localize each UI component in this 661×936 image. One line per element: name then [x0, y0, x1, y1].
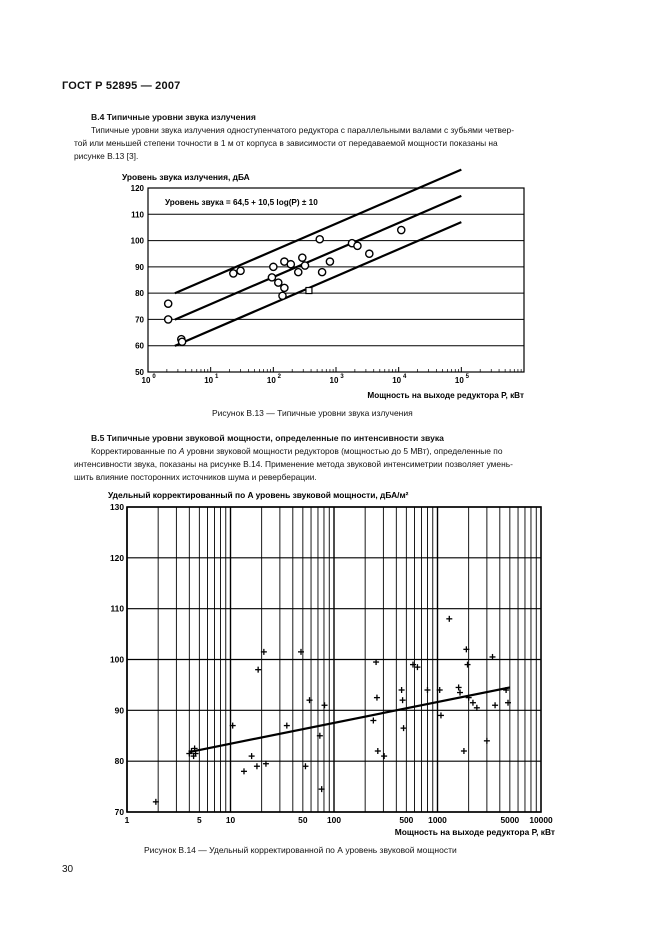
b14-data-point [374, 695, 380, 701]
b14-x-tick-label: 50 [298, 815, 308, 825]
b14-data-point [438, 712, 444, 718]
b14-x-tick-label: 1 [124, 815, 130, 825]
b13-y-tick-label: 100 [130, 236, 144, 246]
document-id: ГОСТ Р 52895 — 2007 [62, 80, 181, 92]
section-b5-line-1-b: уровни звуковой мощности редукторов (мощностью до 5 МВт), определенные по [184, 446, 503, 456]
b14-y-tick-label: 70 [114, 807, 124, 817]
b13-y-tick-label: 70 [135, 315, 144, 325]
b14-data-point [302, 763, 308, 769]
b13-x-tick-exp: 2 [277, 374, 282, 380]
section-b5-line-1-a: Корректированные по [91, 446, 179, 456]
b14-data-point [465, 662, 471, 668]
b14-x-axis-title: Мощность на выходе редуктора P, кВт [394, 827, 555, 837]
b14-x-tick-label: 500 [399, 815, 414, 825]
section-b4-line-3: рисунке В.13 [3]. [74, 151, 139, 161]
b13-x-tick-exp: 1 [214, 374, 219, 380]
b13-x-tick-base: 10 [141, 376, 151, 385]
section-b4-line-2: той или меньшей степени точности в 1 м от корпуса в зависимости от передаваемой мощности показаны на [74, 138, 498, 148]
b14-x-tick-label: 1000 [428, 815, 447, 825]
b14-data-point [424, 687, 430, 693]
b14-y-tick-label: 100 [110, 654, 124, 665]
b14-y-tick-label: 120 [110, 552, 124, 563]
b14-data-point [370, 718, 376, 724]
figure-b13-caption: Рисунок В.13 — Типичные уровни звука излучения [212, 408, 413, 418]
b14-y-tick-label: 80 [114, 756, 124, 767]
b13-x-tick-exp: 4 [402, 374, 407, 380]
section-b5-line-1-italic: А [178, 446, 185, 456]
b14-y-tick-label: 130 [110, 502, 124, 512]
b13-formula-label: Уровень звука = 64,5 + 10,5 log(P) ± 10 [165, 198, 318, 207]
b14-y-tick-label: 110 [110, 603, 124, 614]
b13-x-tick-base: 10 [454, 376, 464, 385]
b14-data-point [470, 700, 476, 706]
b13-y-tick-label: 60 [135, 341, 144, 351]
b14-x-tick-label: 5000 [500, 815, 520, 825]
section-b5-line-3: шить влияние посторонних источников шума и реверберации. [74, 472, 317, 482]
b14-data-point [457, 690, 463, 696]
b13-x-tick-exp: 3 [340, 374, 344, 380]
b14-data-point [492, 702, 498, 708]
b13-y-tick-label: 120 [130, 184, 144, 193]
b14-data-point [322, 702, 328, 708]
figure-b14-caption [144, 845, 457, 855]
b13-x-tick-base: 10 [329, 376, 339, 385]
b14-data-point [254, 763, 260, 769]
section-b4-title: В.4 Типичные уровни звука излучения [91, 112, 256, 122]
b14-data-point [401, 725, 407, 731]
b14-y-tick-label: 90 [114, 705, 124, 716]
b14-data-point [461, 748, 467, 754]
b14-x-tick-label: 5 [197, 815, 202, 825]
b14-data-point [400, 697, 406, 703]
b13-y-axis-title: Уровень звука излучения, дБА [122, 172, 250, 182]
b14-data-point [255, 667, 261, 673]
b13-x-tick-base: 10 [392, 376, 402, 385]
b13-x-tick-base: 10 [204, 376, 214, 385]
b14-data-point [241, 768, 247, 774]
page-number: 30 [62, 864, 74, 875]
b14-data-point [284, 723, 290, 729]
b13-x-tick-base: 10 [266, 376, 276, 385]
b13-y-tick-label: 50 [135, 368, 144, 377]
b13-y-tick-label: 110 [131, 210, 144, 220]
b14-data-point [381, 753, 387, 759]
b13-y-tick-label: 90 [135, 262, 144, 272]
b14-x-tick-label: 100 [327, 815, 341, 825]
b14-data-point [249, 753, 255, 759]
b14-y-axis-title: Удельный корректированный по A уровень звуковой мощности, дБА/м² [108, 490, 409, 500]
figure-b14-caption-b: уровень звуковой мощности [342, 845, 457, 855]
b14-data-point [484, 738, 490, 744]
b14-data-point [446, 616, 452, 622]
section-b5-line-2: интенсивности звука, показаны на рисунке В.14. Применение метода звуковой интенсиметрии позволяет умень- [74, 459, 513, 469]
b13-x-tick-exp: 5 [465, 374, 470, 380]
b13-x-axis-title: Мощность на выходе редуктора P, кВт [367, 391, 524, 400]
b14-x-tick-label: 10000 [529, 815, 553, 825]
figure-b14-caption-italic: А [337, 845, 343, 855]
section-b5-title: В.5 Типичные уровни звуковой мощности, определенные по интенсивности звука [91, 433, 444, 443]
b14-data-point [375, 748, 381, 754]
figure-b14-caption-a: Рисунок В.14 — Удельный корректированной по [144, 845, 338, 855]
b13-y-tick-label: 80 [135, 289, 144, 299]
b13-x-tick-exp: 0 [152, 374, 156, 380]
b14-data-point [399, 687, 405, 693]
b14-data-point [307, 697, 313, 703]
b14-data-point [456, 684, 462, 690]
section-b4-line-1: Типичные уровни звука излучения одноступенчатого редуктора с параллельными валами с зубьями четвер- [91, 125, 514, 135]
b14-x-tick-label: 10 [225, 815, 236, 825]
b14-trend-line [189, 687, 510, 752]
